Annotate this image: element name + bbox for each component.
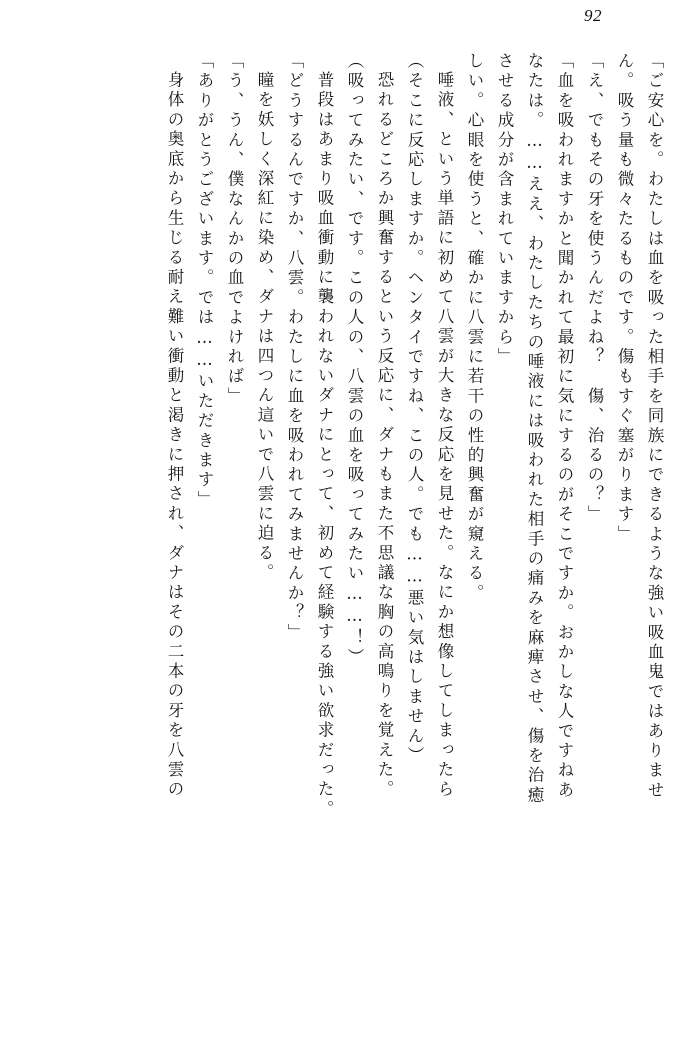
text-line: 瞳を妖しく深紅に染め、ダナは四つん這いで八雲に迫る。 xyxy=(255,71,274,584)
text-line: 普段はあまり吸血衝動に襲われないダナにとって、初めて経験する強い欲求だった。 xyxy=(315,71,334,820)
text-line: 「血を吸われますかと聞かれて最初に気にするのがそこですか。おかしな人ですねあ xyxy=(555,52,574,801)
text-line: 恐れるどころか興奮するという反応に、ダナもまた不思議な胸の高鳴りを覚えた。 xyxy=(375,71,394,800)
text-line: 「え、でもその牙を使うんだよね？ 傷、治るの？」 xyxy=(585,52,604,525)
text-line: 「ご安心を。わたしは血を吸った相手を同族にできるような強い吸血鬼ではありませ xyxy=(645,52,664,801)
text-line: しい。心眼を使うと、確かに八雲に若干の性的興奮が窺える。 xyxy=(465,52,484,604)
text-line: 「ありがとうございます。では……いただきます」 xyxy=(195,52,214,511)
text-line: 唾液、という単語に初めて八雲が大きな反応を見せた。なにか想像してしまったら xyxy=(435,71,454,800)
page-number: 92 xyxy=(584,6,602,25)
vertical-text-body xyxy=(26,52,662,1026)
text-line: 「どうするんですか、八雲。わたしに血を吸われてみませんか？」 xyxy=(285,52,304,643)
text-line: （そこに反応しますか。ヘンタイですね、この人。でも……悪い気はしません） xyxy=(405,52,424,767)
text-line: （吸ってみたい、です。この人の、八雲の血を吸ってみたい……！） xyxy=(345,52,364,668)
text-line: なたは。……ええ、わたしたちの唾液には吸われた相手の痛みを麻痺させ、傷を治癒 xyxy=(525,52,544,806)
text-line: 身体の奥底から生じる耐え難い衝動と渇きに押され、ダナはその二本の牙を八雲の xyxy=(165,71,184,800)
text-line: 「う、うん、僕なんかの血でよければ」 xyxy=(225,52,244,407)
text-line: ん。吸う量も微々たるものです。傷もすぐ塞がります」 xyxy=(615,52,634,545)
text-line: させる成分が含まれていますから」 xyxy=(495,52,514,368)
